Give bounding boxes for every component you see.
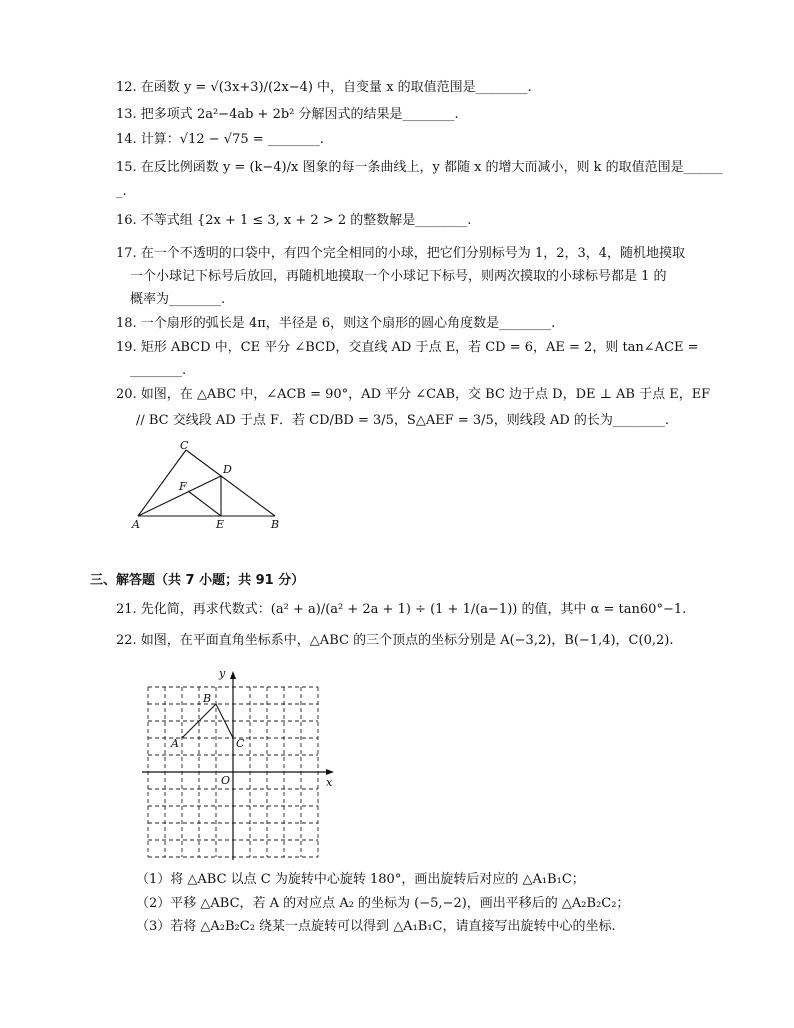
coordinate-grid-figure — [136, 660, 336, 860]
question-20-cont: // BC 交线段 AD 于点 F．若 CD/BD = 3/5，S△AEF = 3/5，则线段 AD 的长为________. — [136, 413, 670, 428]
question-14: 14. 计算：√12 − √75 = ________. — [116, 132, 324, 147]
question-22-part-3: （3）若将 △A₂B₂C₂ 绕某一点旋转可以得到 △A₁B₁C，请直接写出旋转中心的坐标. — [136, 919, 616, 934]
question-13: 13. 把多项式 2a²−4ab + 2b² 分解因式的结果是________. — [116, 107, 459, 122]
question-21: 21. 先化简，再求代数式：(a² + a)/(a² + 2a + 1) ÷ (1 + 1/(a−1)) 的值，其中 α = tan60°−1. — [116, 602, 687, 617]
y-axis-arrow — [230, 671, 236, 679]
triangle-figure — [128, 436, 288, 532]
label-d: D — [223, 463, 232, 476]
question-12: 12. 在函数 y = √(3x+3)/(2x−4) 中，自变量 x 的取值范围是________. — [116, 80, 532, 95]
segment-ef — [188, 491, 221, 516]
point-a-label: A — [171, 737, 179, 750]
label-c: C — [180, 439, 189, 452]
origin-label: O — [221, 774, 231, 787]
question-15-cont: _. — [116, 184, 127, 199]
question-20: 20. 如图，在 △ABC 中，∠ACB = 90°，AD 平分 ∠CAB，交 BC 边于点 D，DE ⊥ AB 于点 E，EF — [116, 387, 711, 402]
question-17-line2: 一个小球记下标号后放回，再随机地摸取一个小球记下标号，则两次摸取的小球标号都是 1 的 — [130, 269, 667, 284]
question-19-cont: ________. — [130, 363, 187, 378]
question-19: 19. 矩形 ABCD 中，CE 平分 ∠BCD，交直线 AD 于点 E，若 CD = 6，AE = 2，则 tan∠ACE = — [116, 340, 699, 355]
label-f: F — [179, 480, 187, 493]
question-22: 22. 如图，在平面直角坐标系中，△ABC 的三个顶点的坐标分别是 A(−3,2)，B(−1,4)，C(0,2). — [116, 633, 674, 648]
question-18: 18. 一个扇形的弧长是 4π，半径是 6，则这个扇形的圆心角度数是________. — [116, 316, 556, 331]
question-17-line3: 概率为________. — [130, 292, 226, 307]
x-axis-arrow — [326, 769, 334, 775]
question-15: 15. 在反比例函数 y = (k−4)/x 图象的每一条曲线上，y 都随 x 的增大而减小，则 k 的取值范围是______ — [116, 160, 723, 175]
point-b-label: B — [203, 692, 212, 705]
question-16: 16. 不等式组 {2x + 1 ≤ 3, x + 2 > 2 的整数解是________. — [116, 213, 472, 228]
question-22-part-2: （2）平移 △ABC，若 A 的对应点 A₂ 的坐标为 (−5,−2)，画出平移后的 △A₂B₂C₂； — [136, 896, 630, 911]
x-axis-label: x — [326, 776, 333, 789]
y-axis-label: y — [219, 667, 226, 680]
axes — [142, 671, 334, 860]
label-e: E — [216, 518, 225, 531]
question-22-part-1: （1）将 △ABC 以点 C 为旋转中心旋转 180°，画出旋转后对应的 △A₁B₁C； — [136, 872, 585, 887]
label-a: A — [132, 518, 140, 531]
point-c-label: C — [236, 737, 245, 750]
side-cb — [186, 450, 275, 516]
question-17: 17. 在一个不透明的口袋中，有四个完全相同的小球，把它们分别标号为 1，2，3，4，随机地摸取 — [116, 246, 686, 261]
section-3-title: 三、解答题（共 7 小题；共 91 分） — [90, 573, 305, 588]
label-b: B — [271, 518, 280, 531]
